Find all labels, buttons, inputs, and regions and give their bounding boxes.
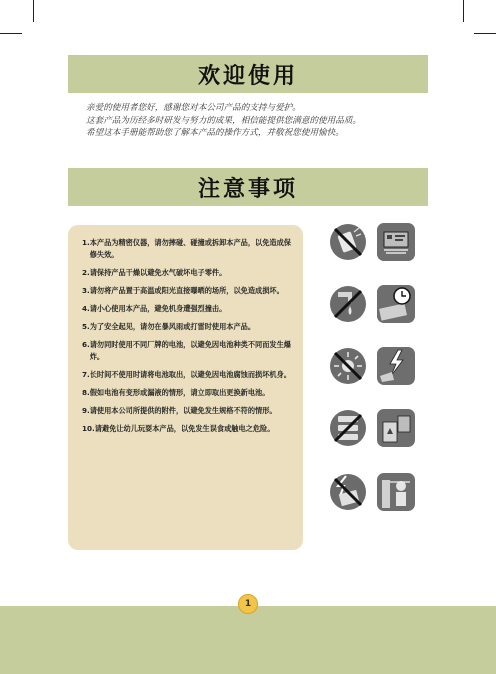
crop-mark — [463, 0, 464, 22]
notice-item-text: 长时间不使用时请将电池取出，以避免因电池腐蚀而损坏机身。 — [89, 370, 291, 379]
intro-line: 这套产品为历经多时研发与努力的成果，相信能提供您满意的使用品质。 — [86, 115, 362, 126]
notice-item — [82, 237, 297, 261]
notice-item — [82, 405, 297, 417]
intro-line: 亲爱的使用者您好，感谢您对本公司产品的支持与爱护。 — [86, 103, 301, 113]
notice-item-text: 假如电池有变形或漏液的情形，请立即取出更换新电池。 — [89, 388, 270, 397]
notice-item-number: 6. — [82, 340, 90, 349]
notice-item-text: 请勿同时使用不同厂牌的电池，以避免因电池种类不同而发生爆炸。 — [89, 340, 291, 361]
notice-item — [82, 303, 297, 315]
welcome-banner — [68, 55, 428, 93]
storm-icon — [376, 346, 416, 386]
notice-item-text: 请使用本公司所提供的附件，以避免发生规格不符的情形。 — [89, 406, 277, 415]
notice-item-number: 2. — [82, 268, 90, 277]
notice-item — [82, 423, 297, 435]
child-safety-icon — [376, 472, 416, 512]
notice-item-text: 请勿将产品置于高温或阳光直接曝晒的场所，以免造成损坏。 — [89, 286, 284, 295]
notice-item-text: 请保持产品干燥以避免水气破坏电子零件。 — [89, 268, 227, 277]
notice-item — [82, 321, 297, 333]
clock-icon — [376, 284, 416, 324]
notice-item-text: 为了安全起见，请勿在暴风雨或打雷时使用本产品。 — [89, 322, 256, 331]
notice-banner — [68, 168, 428, 206]
battery-leak-icon — [376, 408, 416, 448]
notice-item-number: 10. — [82, 424, 95, 433]
warning-icons — [328, 222, 423, 532]
notice-item-number: 5. — [82, 322, 90, 331]
notice-panel — [68, 225, 303, 550]
crop-mark — [0, 33, 22, 34]
notice-item-number: 9. — [82, 406, 90, 415]
notice-item-number: 3. — [82, 286, 90, 295]
no-drop-icon — [328, 222, 368, 262]
notice-item-text: 请避免让幼儿玩耍本产品，以免发生误食或触电之危险。 — [94, 424, 275, 433]
notice-item-number: 8. — [82, 388, 90, 397]
welcome-title: 欢迎使用 — [197, 63, 298, 89]
intro-line: 希望这本手册能帮助您了解本产品的操作方式，并敬祝您使用愉快。 — [86, 128, 344, 138]
no-crushing-icon — [328, 472, 368, 512]
notice-item-text: 请小心使用本产品，避免机身遭强烈撞击。 — [89, 304, 227, 313]
page-number-badge: 1 — [238, 594, 258, 614]
crop-mark — [33, 0, 34, 22]
welcome-intro — [86, 102, 426, 140]
notice-item — [82, 387, 297, 399]
electronics-icon — [376, 222, 416, 262]
notice-item — [82, 267, 297, 279]
notice-item-number: 7. — [82, 370, 90, 379]
notice-item-text: 本产品为精密仪器，请勿摔碰、碰撞或拆卸本产品，以免造成保修失效。 — [89, 238, 291, 259]
no-water-icon — [328, 284, 368, 324]
notice-item — [82, 285, 297, 297]
notice-list — [82, 237, 297, 441]
no-sun-icon — [328, 346, 368, 386]
footer-band — [0, 606, 496, 674]
notice-item — [82, 339, 297, 363]
notice-item-number: 4. — [82, 304, 90, 313]
no-mixed-batteries-icon — [328, 408, 368, 448]
notice-item-number: 1. — [82, 238, 90, 247]
notice-item — [82, 369, 297, 381]
crop-mark — [474, 33, 496, 34]
notice-title: 注意事项 — [197, 176, 298, 202]
